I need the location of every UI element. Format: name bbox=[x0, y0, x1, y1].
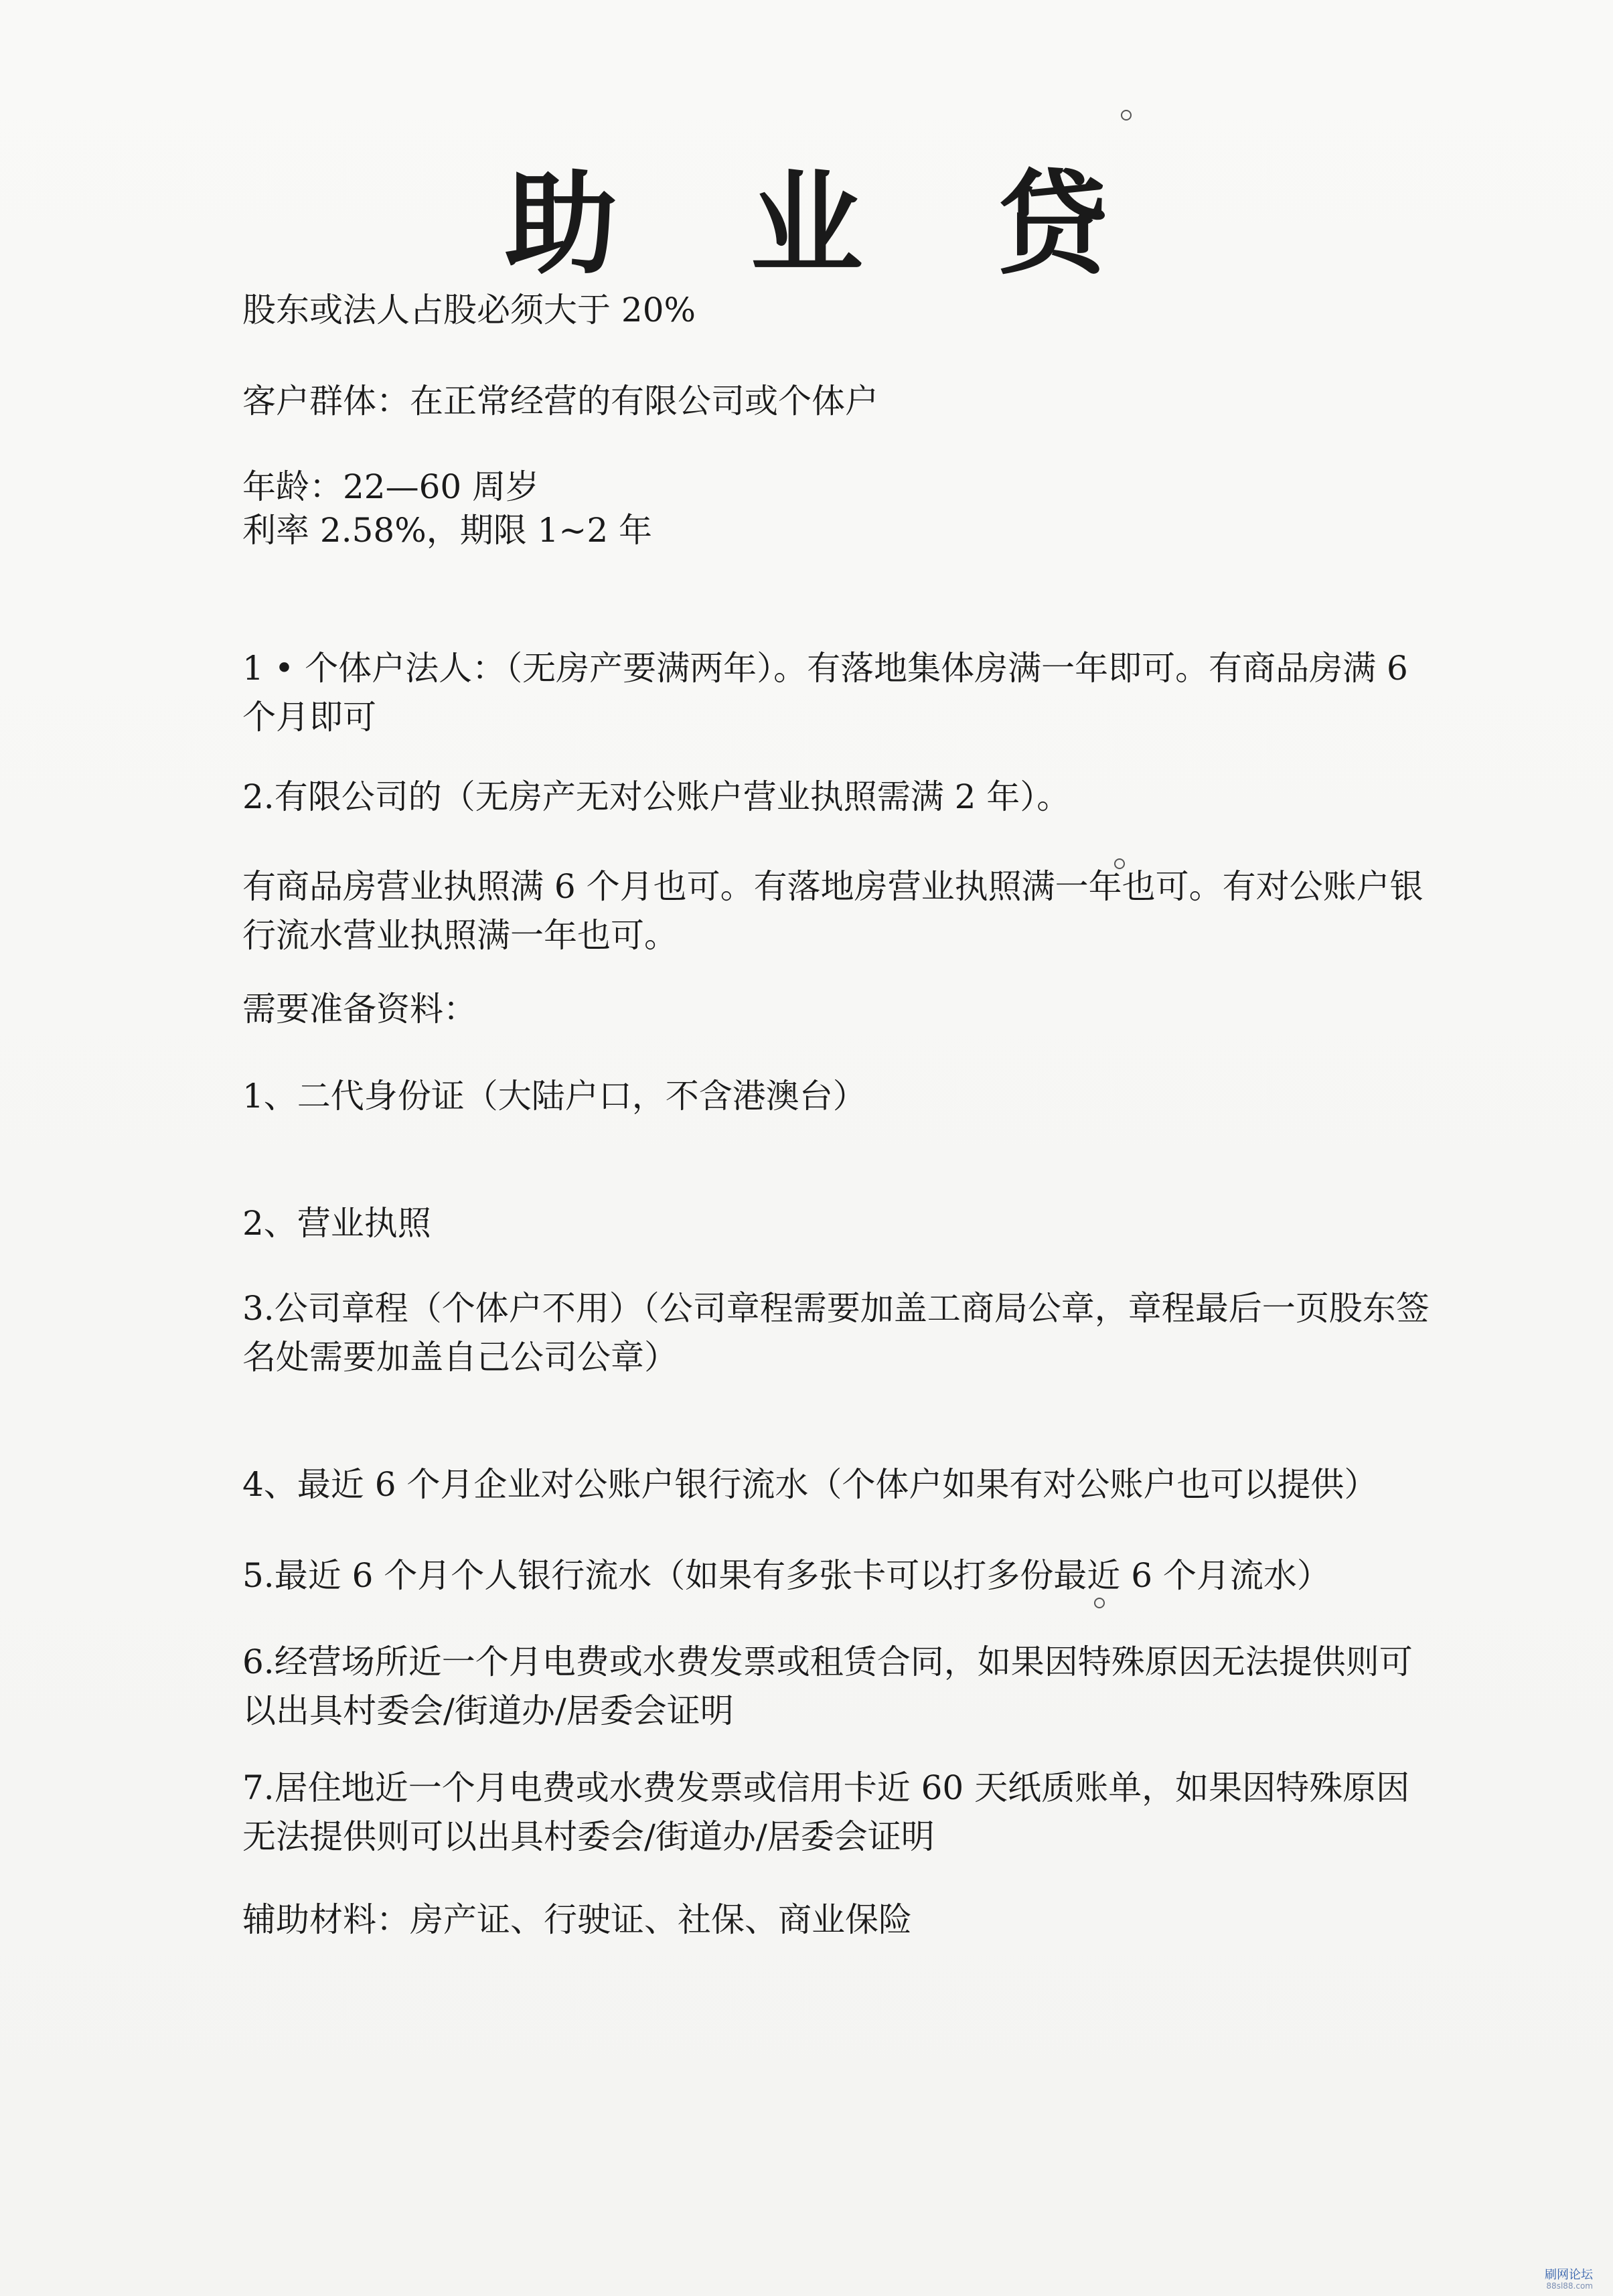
condition-item-2-detail: 有商品房营业执照满 6 个月也可。有落地房营业执照满一年也可。有对公账户银行流水营业执照满一年也可。 bbox=[242, 867, 1424, 955]
shareholder-requirement: 股东或法人占股必须大于 20% bbox=[242, 291, 696, 329]
scan-speck bbox=[1121, 110, 1132, 121]
material-item-2: 2、营业执照 bbox=[242, 1204, 431, 1243]
watermark-text: 刷网论坛 bbox=[1545, 2268, 1593, 2283]
customer-group: 客户群体：在正常经营的有限公司或个体户 bbox=[242, 382, 878, 420]
condition-item-1: 1 • 个体户法人：（无房产要满两年）。有落地集体房满一年即可。有商品房满 6 个月即可 bbox=[242, 649, 1408, 737]
material-item-1: 1、二代身份证（大陆户口，不含港澳台） bbox=[242, 1077, 866, 1116]
auxiliary-materials: 辅助材料：房产证、行驶证、社保、商业保险 bbox=[242, 1900, 912, 1939]
condition-item-2: 2.有限公司的（无房产无对公账户营业执照需满 2 年）。 bbox=[242, 777, 1071, 816]
material-item-7: 7.居住地近一个月电费或水费发票或信用卡近 60 天纸质账单，如果因特殊原因无法提供则可以出具村委会/街道办/居委会证明 bbox=[242, 1768, 1410, 1856]
document-title: 助 业 贷 bbox=[505, 157, 1155, 290]
material-item-4: 4、最近 6 个月企业对公账户银行流水（个体户如果有对公账户也可以提供） bbox=[242, 1465, 1378, 1504]
materials-heading: 需要准备资料： bbox=[242, 990, 477, 1028]
interest-rate-term: 利率 2.58%，期限 1~2 年 bbox=[242, 511, 653, 550]
watermark-url: 88sl88.com bbox=[1546, 2281, 1593, 2291]
material-item-6: 6.经营场所近一个月电费或水费发票或租赁合同，如果因特殊原因无法提供则可以出具村委会/街道办/居委会证明 bbox=[242, 1642, 1413, 1730]
scan-speck bbox=[1094, 1598, 1105, 1608]
age-requirement: 年龄：22—60 周岁 bbox=[242, 467, 540, 506]
site-watermark bbox=[1545, 2269, 1593, 2291]
material-item-3: 3.公司章程（个体户不用）（公司章程需要加盖工商局公章，章程最后一页股东签名处需要加盖自己公司公章） bbox=[242, 1289, 1430, 1377]
material-item-5: 5.最近 6 个月个人银行流水（如果有多张卡可以打多份最近 6 个月流水） bbox=[242, 1556, 1330, 1595]
